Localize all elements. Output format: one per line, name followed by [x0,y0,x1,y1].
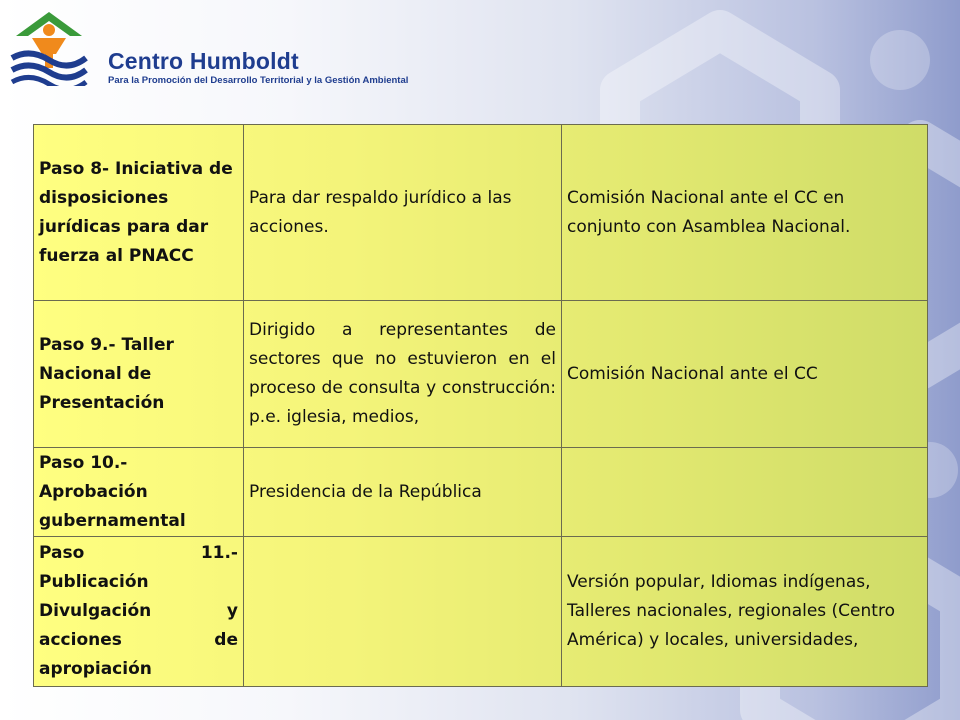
description-cell [244,537,562,687]
header [10,8,450,88]
responsible-cell: Comisión Nacional ante el CC en conjunto con Asamblea Nacional. [562,125,928,301]
brand-tagline: Para la Promoción del Desarrollo Territorial y la Gestión Ambiental [108,75,409,86]
table-row [34,448,928,537]
description-cell: Para dar respaldo jurídico a las acciones. [244,125,562,301]
centro-humboldt-logo-icon [10,8,88,86]
responsible-cell: Comisión Nacional ante el CC [562,301,928,448]
responsible-cell: Versión popular, Idiomas indígenas, Talleres nacionales, regionales (Centro América) y locales, universidades, [562,537,928,687]
responsible-cell [562,448,928,537]
step-cell: Paso 9.- Taller Nacional de Presentación [34,301,244,448]
table-row [34,301,928,448]
table-row [34,537,928,687]
brand-name: Centro Humboldt [108,48,299,74]
description-cell: Dirigido a representantes de sectores que no estuvieron en el proceso de consulta y construcción: p.e. iglesia, medios, [244,301,562,448]
table-row [34,125,928,301]
step-cell: Paso 10.- Aprobación gubernamental [34,448,244,537]
step-cell: Paso 8- Iniciativa de disposiciones jurídicas para dar fuerza al PNACC [34,125,244,301]
step-cell: Paso 11.- Publicación Divulgación y acciones de apropiación [34,537,244,687]
steps-table [33,124,928,687]
description-cell: Presidencia de la República [244,448,562,537]
